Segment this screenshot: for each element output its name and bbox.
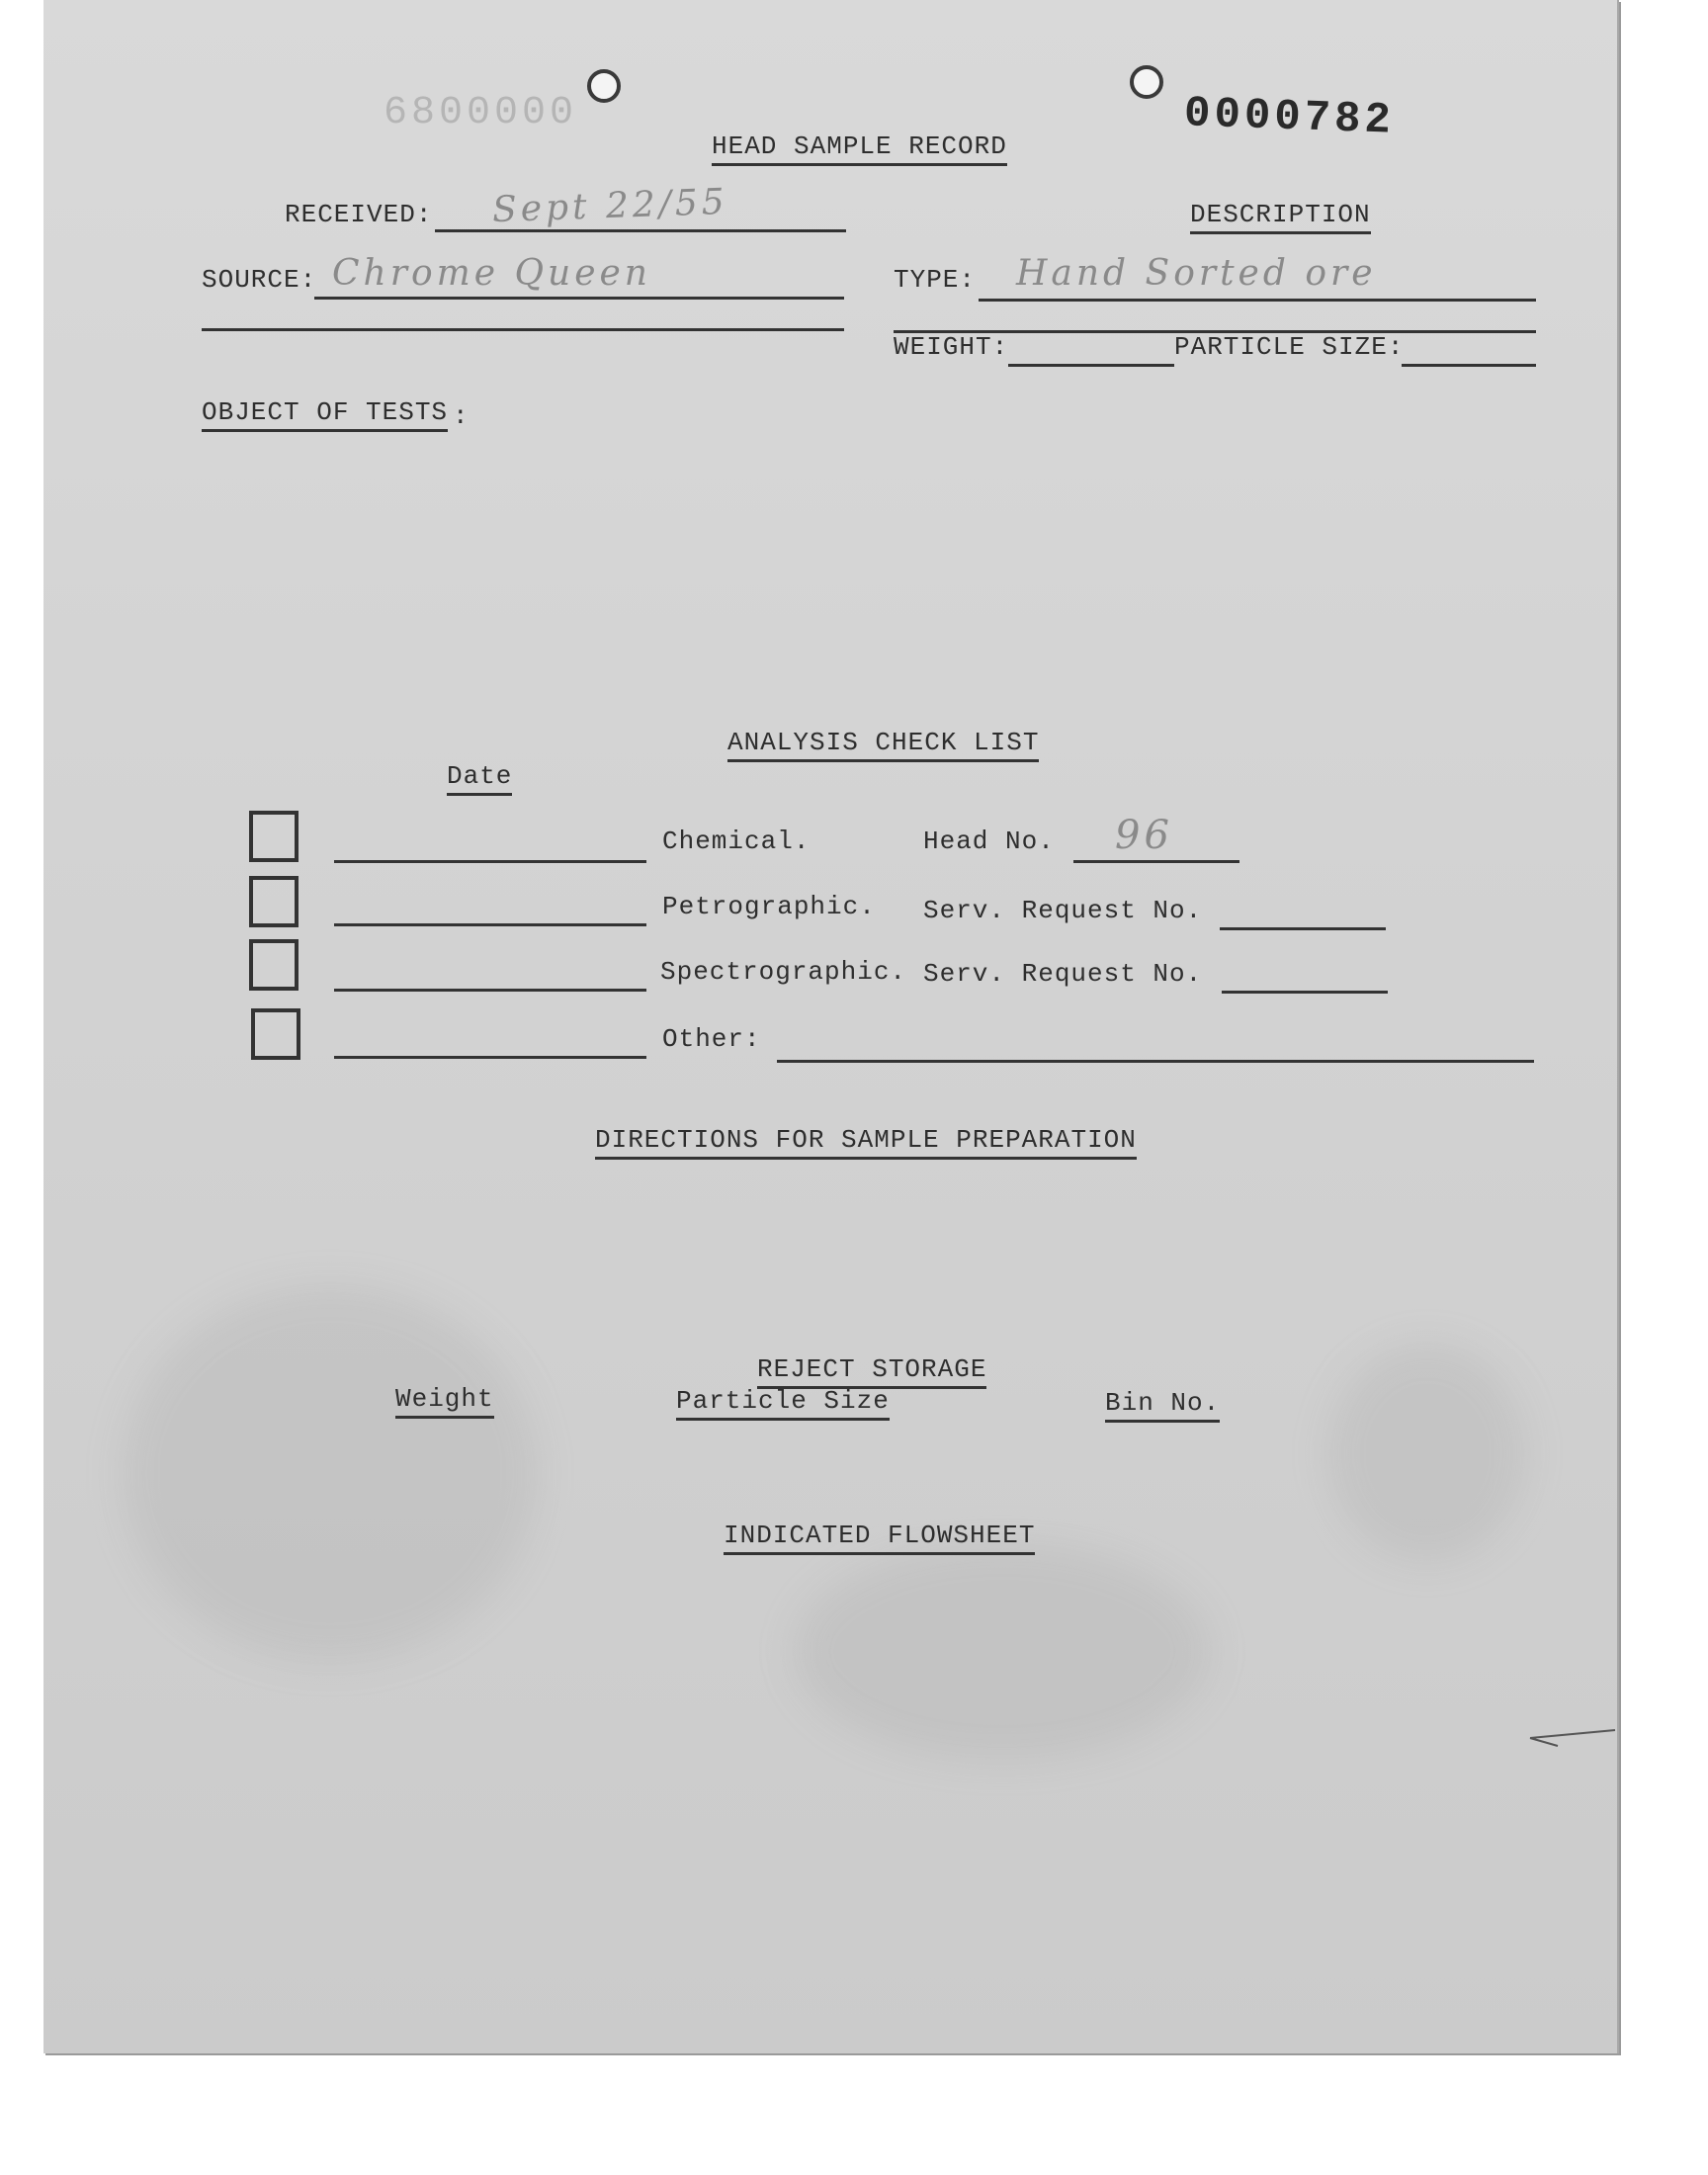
other-underline: [777, 1060, 1534, 1063]
date-column-header: Date: [447, 761, 512, 796]
other-checkbox[interactable]: [251, 1008, 300, 1060]
type-underline: [979, 299, 1536, 302]
head-no-label: Head No.: [923, 826, 1055, 856]
chemical-label: Chemical.: [662, 826, 811, 856]
spectrographic-label: Spectrographic.: [660, 957, 907, 987]
form-title: HEAD SAMPLE RECORD: [712, 131, 1007, 166]
source-label: SOURCE:: [202, 265, 317, 295]
chemical-checkbox[interactable]: [249, 811, 299, 862]
head-no-value: 96: [1115, 813, 1173, 858]
type-value: Hand Sorted ore: [1016, 253, 1377, 294]
spectrographic-checkbox[interactable]: [249, 939, 299, 991]
head-no-underline: [1073, 860, 1239, 863]
source-second-line: [202, 328, 844, 331]
chemical-date-line: [334, 860, 646, 863]
object-of-tests-label: OBJECT OF TESTS: [202, 397, 448, 432]
object-of-tests-colon: :: [453, 401, 470, 431]
other-label: Other:: [662, 1024, 761, 1054]
weight-underline: [1008, 364, 1174, 367]
petrographic-checkbox[interactable]: [249, 876, 299, 927]
particle-size-label: PARTICLE SIZE:: [1174, 332, 1405, 362]
petrographic-serv-request-label: Serv. Request No.: [923, 896, 1203, 925]
weight-label: WEIGHT:: [894, 332, 1009, 362]
source-underline: [314, 297, 844, 300]
received-underline: [435, 229, 846, 232]
analysis-checklist-heading: ANALYSIS CHECK LIST: [727, 728, 1039, 762]
particle-size-underline: [1402, 364, 1536, 367]
punch-hole-left: [587, 69, 621, 103]
punch-hole-right: [1130, 65, 1163, 99]
other-date-line: [334, 1056, 646, 1059]
stain: [123, 1285, 538, 1661]
petrographic-serv-request-underline: [1220, 927, 1386, 930]
reject-particle-size-header: Particle Size: [676, 1386, 890, 1421]
flowsheet-heading: INDICATED FLOWSHEET: [724, 1521, 1035, 1555]
type-label: TYPE:: [894, 265, 977, 295]
reject-bin-no-header: Bin No.: [1105, 1388, 1220, 1423]
stain: [795, 1542, 1210, 1760]
spectrographic-serv-request-label: Serv. Request No.: [923, 959, 1203, 989]
spectrographic-serv-request-underline: [1222, 991, 1388, 994]
pencil-mark: [1528, 1720, 1617, 1750]
received-value: Sept 22/55: [491, 181, 729, 231]
stain: [1328, 1345, 1526, 1562]
reject-storage-heading: REJECT STORAGE: [757, 1354, 986, 1389]
directions-heading: DIRECTIONS FOR SAMPLE PREPARATION: [595, 1125, 1137, 1160]
description-heading: DESCRIPTION: [1190, 200, 1371, 234]
petrographic-date-line: [334, 923, 646, 926]
source-value: Chrome Queen: [332, 253, 651, 294]
received-label: RECEIVED:: [285, 200, 433, 229]
reject-weight-header: Weight: [395, 1384, 494, 1419]
spectrographic-date-line: [334, 989, 646, 992]
petrographic-label: Petrographic.: [662, 892, 876, 921]
faint-serial-number: 6800000: [384, 91, 578, 135]
record-stamp-number: 0000782: [1183, 89, 1396, 146]
